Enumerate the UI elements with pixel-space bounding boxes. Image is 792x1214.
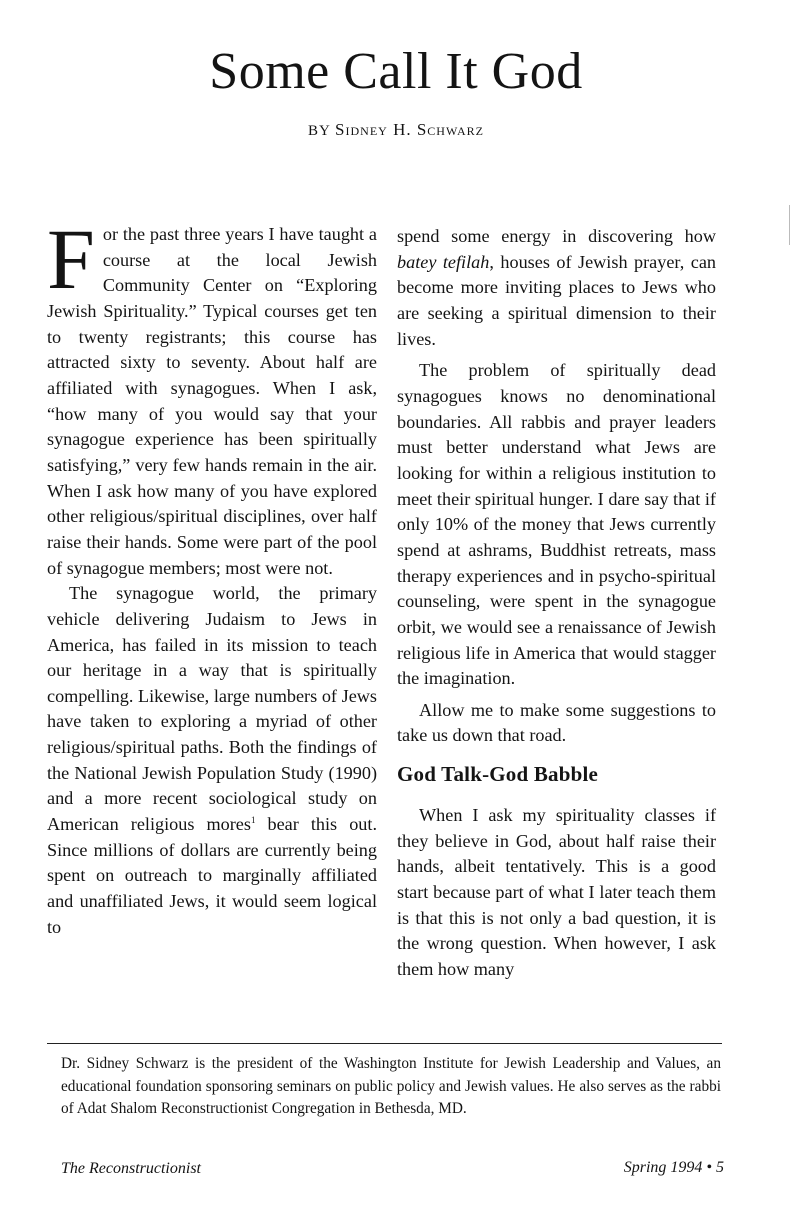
left-paragraph-2	[47, 581, 377, 940]
author-footnote: Dr. Sidney Schwarz is the president of the Washington Institute for Jewish Leadership and Values, an educational foundation sponsoring seminars on public policy and Jewish values. He also serves as the rabbi of Adat Shalom Reconstructionist Congregation in Bethesda, MD.	[61, 1055, 721, 1117]
left-paragraph-2-end: bear this out. Since millions of dollars are currently being spent on outreach to marginally affiliated and unaffiliated Jews, it would seem logical to	[47, 814, 377, 937]
right-paragraph-1-end: , houses of Jewish prayer, can become more inviting places to Jews who are seeking a spiritual dimension to their lives.	[397, 251, 717, 349]
article-title: Some Call It God	[209, 43, 583, 100]
left-column	[47, 211, 377, 940]
scan-artifact	[789, 205, 790, 245]
right-paragraph-3: Allow me to make some suggestions to take us down that road.	[397, 699, 716, 746]
publication-name: The Reconstructionist	[61, 1160, 201, 1177]
left-paragraph-2-text: The synagogue world, the primary vehicle delivering Judaism to Jews in America, has failed in its mission to teach our heritage in a way that is spiritually compelling. Likewise, large numbers of Jews have taken to exploring a myriad of other religious/spiritual paths. Both the findings of the National Jewish Population Study (1990) and a more recent sociological study on American religious mores	[47, 583, 377, 835]
drop-cap: F	[47, 211, 95, 307]
byline-author: Sidney H. Schwarz	[335, 120, 484, 139]
issue-and-page: Spring 1994 • 5	[623, 1159, 724, 1176]
left-paragraph-1	[47, 211, 377, 581]
footnote-reference: 1	[250, 815, 256, 826]
byline-prefix: BY	[308, 123, 331, 139]
italic-term: batey tefilah	[397, 251, 490, 272]
right-paragraph-2: The problem of spiritually dead synagogues knows no denominational boundaries. All rabbis and prayer leaders must better understand what Jews are looking for within a religious institution to meet their spiritual hunger. I dare say that if only 10% of the money that Jews currently spend at ashrams, Buddhist retreats, mass therapy experiences and in psycho-spiritual counseling, were spent in the synagogue orbit, we would see a renaissance of Jewish religious life in America that would stagger the imagination.	[397, 360, 716, 689]
right-paragraph-4: When I ask my spirituality classes if they believe in God, about half raise their hands, albeit tentatively. This is a good start because part of what I later teach them is that this is not only a bad question, it is the wrong question. When however, I ask them how many	[397, 805, 716, 980]
right-paragraph-1	[397, 224, 716, 352]
section-heading: God Talk-God Babble	[397, 762, 599, 787]
right-paragraph-1-start: spend some energy in discovering how	[397, 226, 716, 246]
right-column	[397, 224, 716, 983]
left-paragraph-1-text: or the past three years I have taught a course at the local Jewish Community Center on “Exploring Jewish Spirituality.” Typical courses get ten to twenty registrants; this course has attracted sixty to seventy. About half are affiliated with synagogues. When I ask, “how many of you would say that your synagogue experience has been spiritually satisfying,” very few hands remain in the air. When I ask how many of you have explored other religious/spiritual disciplines, over half raise their hands. Some were part of the pool of synagogue members; most were not.	[47, 224, 377, 578]
footnote-divider	[47, 1043, 722, 1044]
byline	[0, 120, 792, 140]
